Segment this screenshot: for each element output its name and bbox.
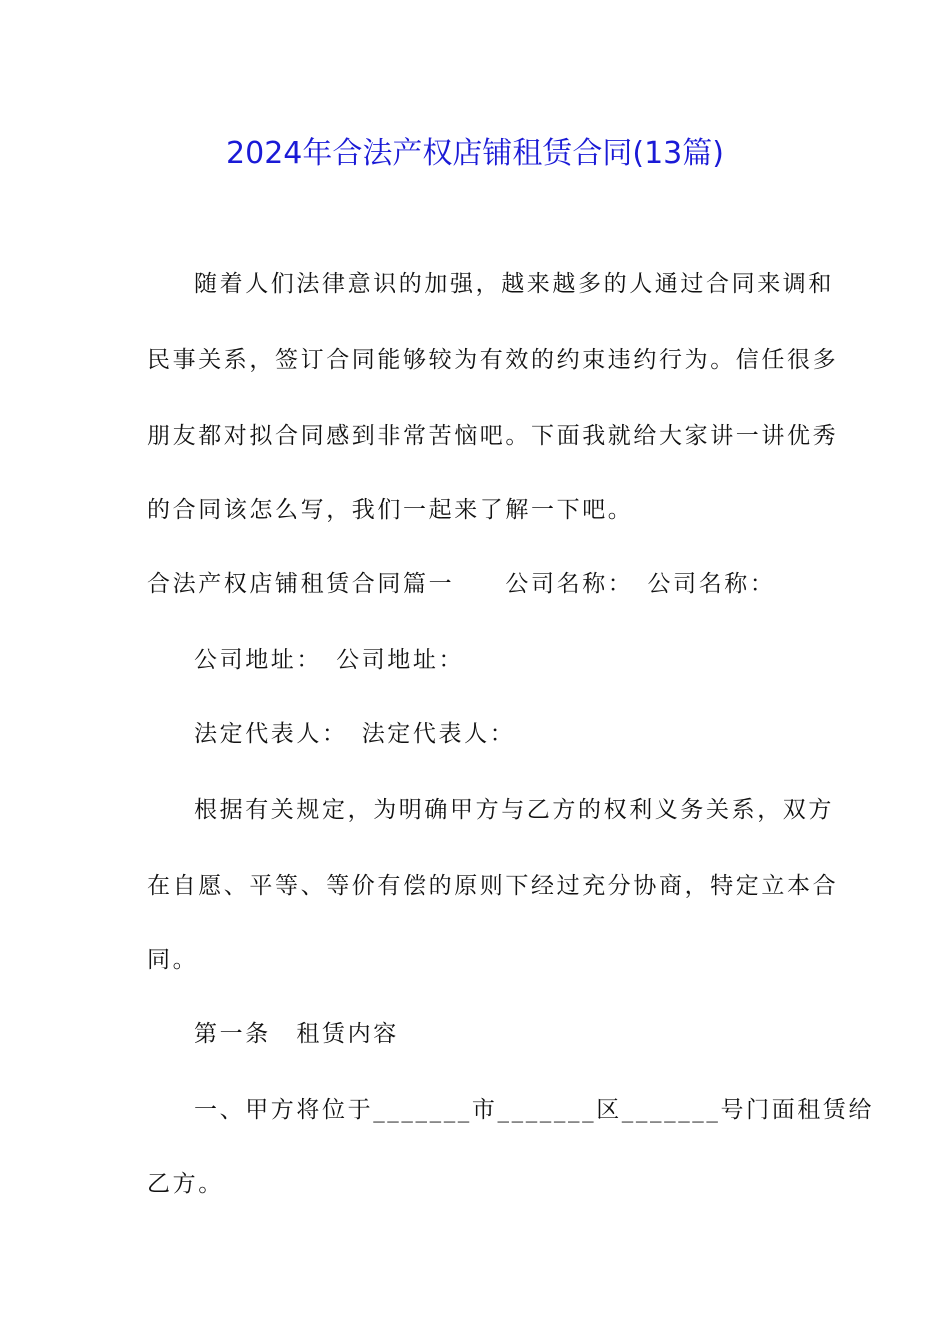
- paragraph-line: 随着人们法律意识的加强，越来越多的人通过合同来调和: [194, 271, 834, 297]
- legal-representative-line: 法定代表人： 法定代表人：: [194, 721, 516, 747]
- paragraph-line: 乙方。: [147, 1171, 224, 1197]
- paragraph-line: 在自愿、平等、等价有偿的原则下经过充分协商，特定立本合: [147, 873, 839, 899]
- company-address-line: 公司地址： 公司地址：: [194, 647, 465, 673]
- paragraph-line: 朋友都对拟合同感到非常苦恼吧。下面我就给大家讲一讲优秀: [147, 423, 839, 449]
- paragraph-line: 根据有关规定，为明确甲方与乙方的权利义务关系，双方: [194, 797, 834, 823]
- article-heading: 第一条 租赁内容: [194, 1021, 399, 1047]
- paragraph-line: 民事关系，签订合同能够较为有效的约束违约行为。信任很多: [147, 347, 839, 373]
- paragraph-line: 一、甲方将位于_______市_______区_______号门面租赁给: [194, 1097, 875, 1123]
- paragraph-line: 的合同该怎么写，我们一起来了解一下吧。: [147, 497, 634, 523]
- document-title: 2024年合法产权店铺租赁合同(13篇): [226, 136, 724, 171]
- section-heading-line: 合法产权店铺租赁合同篇一 公司名称： 公司名称：: [147, 571, 776, 597]
- paragraph-line: 同。: [147, 947, 199, 973]
